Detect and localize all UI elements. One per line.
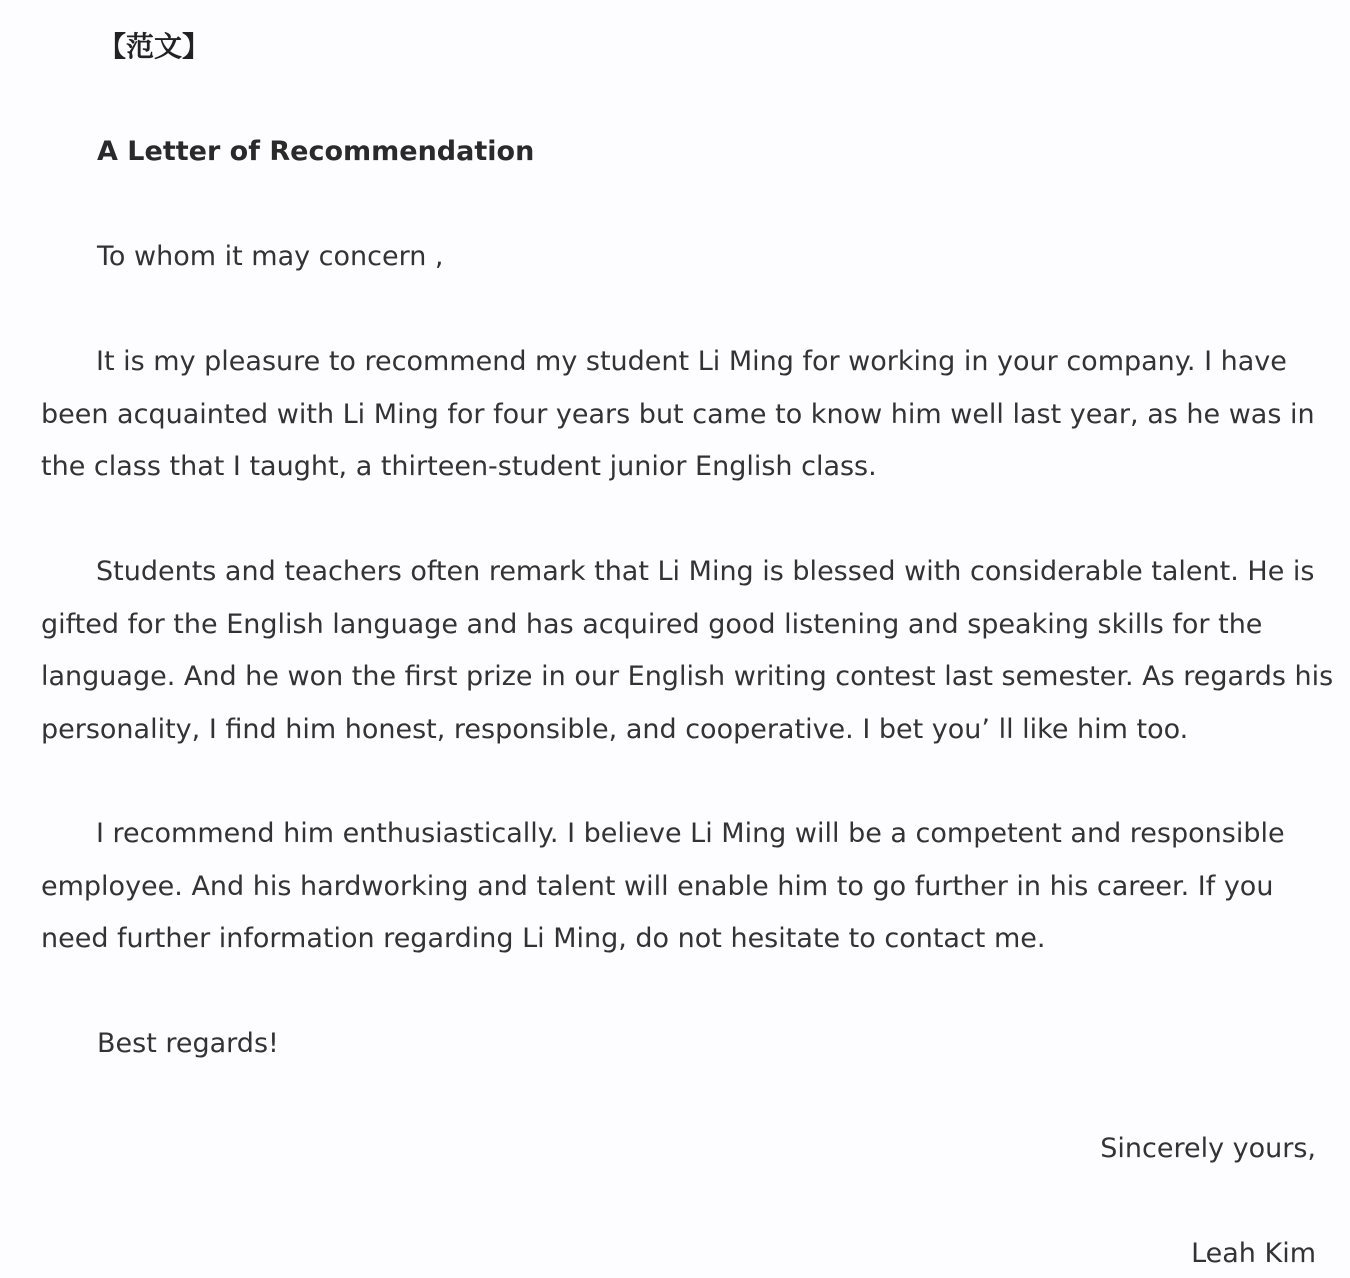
paragraph-3 [41, 808, 1321, 966]
paragraph-line: need further information regarding Li Ming, do not hesitate to contact me. [41, 923, 1046, 954]
salutation: To whom it may concern , [97, 241, 444, 272]
paragraph-line: Students and teachers often remark that Li Ming is blessed with considerable talent. He is [96, 556, 1315, 587]
paragraph-line: gifted for the English language and has acquired good listening and speaking skills for the [41, 608, 1263, 640]
paragraph-line: the class that I taught, a thirteen-student junior English class. [41, 451, 877, 482]
signature-name: Leah Kim [1191, 1238, 1316, 1269]
paragraph-line: been acquainted with Li Ming for four years but came to know him well last year, as he was in [41, 398, 1315, 430]
paragraph-line: employee. And his hardworking and talent will enable him to go further in his career. If you [41, 870, 1274, 902]
paragraph-line: I recommend him enthusiastically. I believe Li Ming will be a competent and responsible [96, 818, 1285, 849]
letter-title: A Letter of Recommendation [97, 136, 535, 167]
paragraph-2 [41, 546, 1334, 756]
essay-tag: 【范文】 [98, 30, 211, 63]
paragraph-1 [41, 336, 1321, 494]
paragraph-line: language. And he won the first prize in our English writing contest last semester. As regards his [41, 661, 1334, 692]
signoff: Sincerely yours, [1100, 1133, 1316, 1164]
paragraph-line: It is my pleasure to recommend my student Li Ming for working in your company. I have [96, 346, 1287, 377]
closing: Best regards! [97, 1028, 279, 1059]
paragraph-line: personality, I find him honest, responsible, and cooperative. I bet you’ ll like him too. [41, 713, 1189, 745]
